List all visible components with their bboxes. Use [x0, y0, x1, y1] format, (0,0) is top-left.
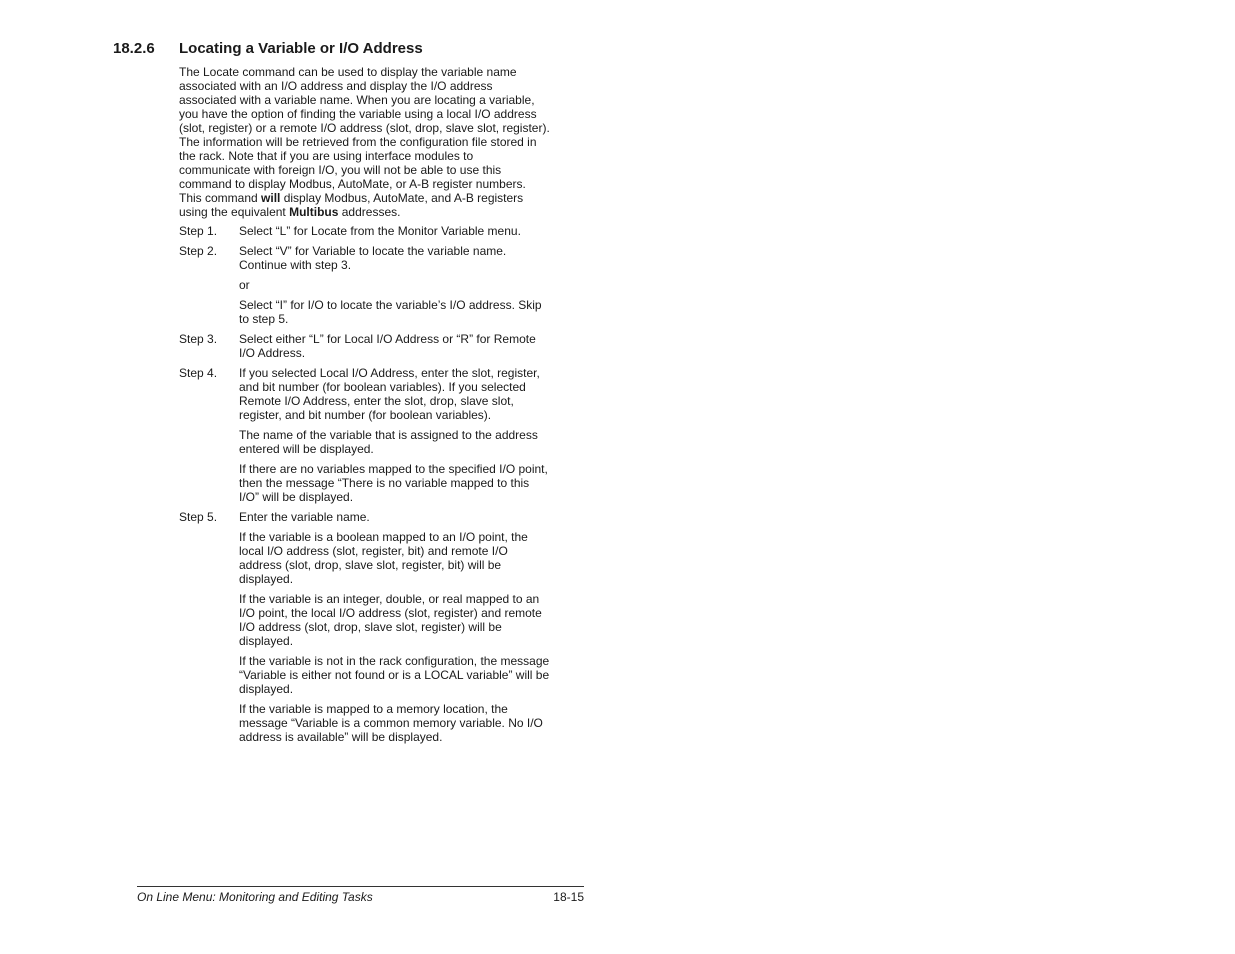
sub-line: address (slot, drop, slave slot, register, bit) will be	[239, 558, 502, 572]
sub-line: message “Variable is a common memory variable. No I/O	[239, 716, 543, 730]
step-label: Step 3.	[179, 332, 218, 346]
sub-line: displayed.	[239, 682, 294, 696]
sub-line: “Variable is either not found or is a LOCAL variable” will be	[239, 668, 550, 682]
section-title: Locating a Variable or I/O Address	[179, 40, 423, 57]
step-2	[179, 244, 569, 272]
intro-line: associated with a variable name. When you are locating a variable,	[179, 93, 535, 107]
sub-line: displayed.	[239, 572, 294, 586]
sub-line: entered will be displayed.	[239, 442, 374, 456]
intro-line: the rack. Note that if you are using interface modules to	[179, 149, 474, 163]
step-line: register, and bit number (for boolean variables).	[239, 408, 492, 422]
sub-line: I/O” will be displayed.	[239, 490, 354, 504]
footer-divider	[137, 886, 584, 887]
intro-paragraph	[179, 65, 569, 219]
intro-line: (slot, register) or a remote I/O address (slot, drop, slave slot, register).	[179, 121, 550, 135]
step-5-note	[239, 654, 569, 696]
intro-line: you have the option of finding the variable using a local I/O address	[179, 107, 537, 121]
sub-line: I/O point, the local I/O address (slot, register) and remote	[239, 606, 542, 620]
step-line: Remote I/O Address, enter the slot, drop, slave slot,	[239, 394, 514, 408]
emphasis-will: will	[261, 191, 281, 205]
step-text	[239, 366, 569, 422]
sub-line: If there are no variables mapped to the specified I/O point,	[239, 462, 548, 476]
sub-line: If the variable is an integer, double, or real mapped to an	[239, 592, 540, 606]
section-number: 18.2.6	[113, 40, 155, 57]
sub-line: displayed.	[239, 634, 294, 648]
step-line: Enter the variable name.	[239, 510, 370, 524]
intro-line	[179, 205, 569, 219]
intro-line: communicate with foreign I/O, you will not be able to use this	[179, 163, 502, 177]
step-label: Step 2.	[179, 244, 218, 258]
step-label: Step 1.	[179, 224, 218, 238]
step-line: I/O Address.	[239, 346, 306, 360]
intro-text: addresses.	[338, 205, 401, 219]
step-4	[179, 366, 569, 422]
intro-text: display Modbus, AutoMate, and A-B registers	[280, 191, 524, 205]
intro-line: command to display Modbus, AutoMate, or A-B register numbers.	[179, 177, 526, 191]
step-line: If you selected Local I/O Address, enter the slot, register,	[239, 366, 540, 380]
step-line: Select either “L” for Local I/O Address or “R” for Remote	[239, 332, 536, 346]
sub-line: then the message “There is no variable mapped to this	[239, 476, 530, 490]
sub-line: to step 5.	[239, 312, 289, 326]
step-1	[179, 224, 569, 238]
sub-line: The name of the variable that is assigned to the address	[239, 428, 538, 442]
step-text	[239, 510, 569, 524]
intro-line: associated with an I/O address and display the I/O address	[179, 79, 493, 93]
sub-line: address is available” will be displayed.	[239, 730, 443, 744]
step-line: Continue with step 3.	[239, 258, 352, 272]
step-4-note	[239, 428, 569, 456]
step-line: Select “L” for Locate from the Monitor Variable menu.	[239, 224, 521, 238]
sub-line: or	[239, 278, 250, 292]
step-5-note	[239, 530, 569, 586]
section-heading	[113, 39, 423, 58]
section-body	[179, 65, 569, 750]
step-line: Select “V” for Variable to locate the variable name.	[239, 244, 507, 258]
emphasis-multibus: Multibus	[289, 205, 339, 219]
sub-line: If the variable is not in the rack configuration, the message	[239, 654, 550, 668]
intro-text: using the equivalent	[179, 205, 290, 219]
step-text	[239, 332, 569, 360]
step-text	[239, 224, 569, 238]
step-5-note	[239, 592, 569, 648]
sub-line: Select “I” for I/O to locate the variable’s I/O address. Skip	[239, 298, 542, 312]
intro-line	[179, 191, 569, 205]
step-5-note	[239, 702, 569, 744]
sub-line: If the variable is mapped to a memory location, the	[239, 702, 508, 716]
step-4-note	[239, 462, 569, 504]
step-line: and bit number (for boolean variables). If you selected	[239, 380, 526, 394]
sub-line: local I/O address (slot, register, bit) and remote I/O	[239, 544, 508, 558]
step-label: Step 4.	[179, 366, 218, 380]
intro-text: This command	[179, 191, 262, 205]
step-text	[239, 244, 569, 272]
footer-title: On Line Menu: Monitoring and Editing Tasks	[137, 890, 373, 904]
step-5	[179, 510, 569, 524]
step-2-alternative	[239, 298, 569, 326]
sub-line: I/O address (slot, drop, slave slot, register) will be	[239, 620, 502, 634]
page-number: 18-15	[553, 890, 584, 904]
step-2-or	[239, 278, 569, 292]
intro-line: The information will be retrieved from the configuration file stored in	[179, 135, 537, 149]
intro-line: The Locate command can be used to display the variable name	[179, 65, 517, 79]
step-3	[179, 332, 569, 360]
step-label: Step 5.	[179, 510, 218, 524]
sub-line: If the variable is a boolean mapped to an I/O point, the	[239, 530, 528, 544]
